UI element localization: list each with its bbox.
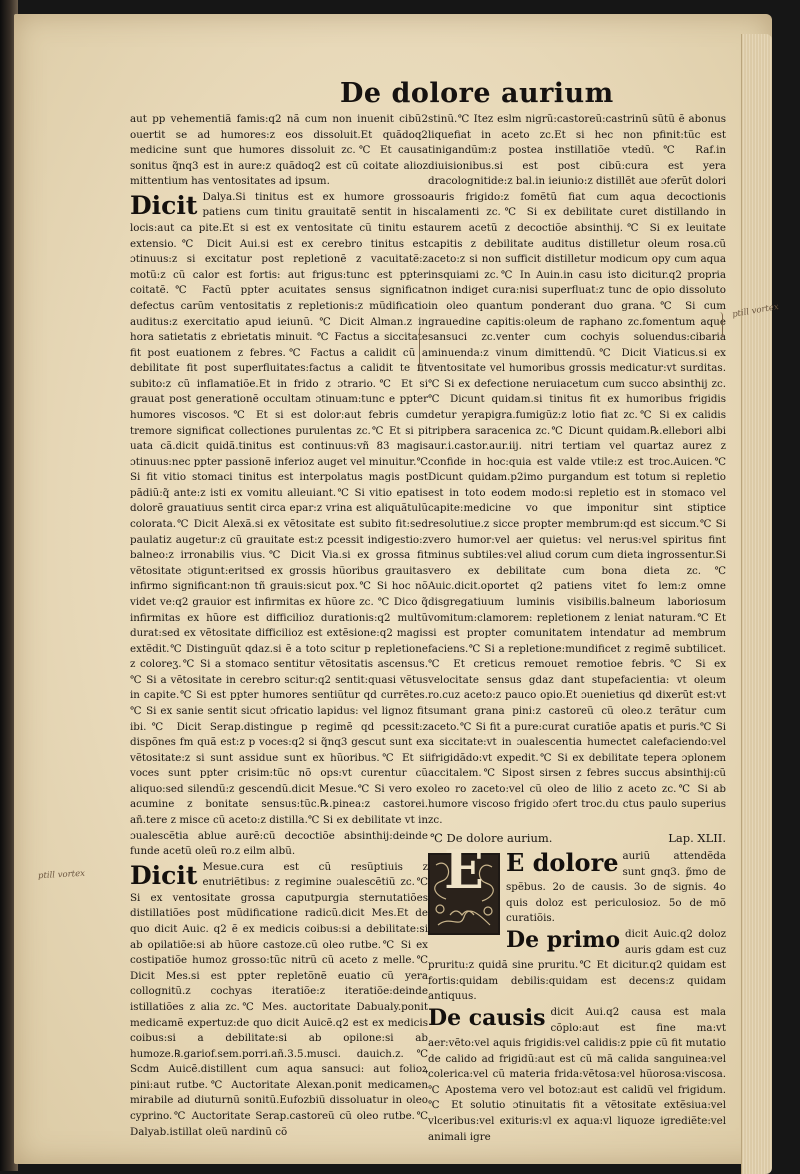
left-column <box>130 112 428 1138</box>
chapter-number: Lap. XLII. <box>668 830 726 845</box>
dicit-initial: Dicit <box>130 190 198 220</box>
dicit-text: Dalya.Si tinitus est ex humore grosso patiens cum tinitu grauitatẽ sentit in his locis:aut ca pite.Et si est ex ventositate cũ tinitu est extensio.℃ Dicit Aui.si est ex cerebro tinitus est ɔtinuus:z si excitatur post repletionẽ z vacuitatẽ:z motũ:z cũ calor est fortis: aut frigus:tunc est ppter coitatẽ.℃ Factũ ppter acuitates sensus significat defectus carũm ventositatis z repletionis:z mũdificatio auditus:z exercitatio apud ieiunũ. ℃ Dicit Alman.z in hora satietatis z ebrietatis minuit. ℃ Factus a siccitate fit post euationem z febres.℃ Factus a calidit cũ a debilitate fit post superfluitates:factus a calidit te fit subito:z cũ inflamatiõe.Et in frido z ɔtrario.℃ Et si grauat post generationẽ occultam ɔtinuam:tunc e ppter humores viscosos.℃ Et si est dolor:aut febris cum tremore significat collectiones purulentas zc.℃ Et si pi uata cã.dicit quidã.tinitus est continuus:vñ 83 magis ɔtinuus:nec ppter passionẽ inferioz auget vel minuitur.℃ Si fit vitio stomaci tinitus est interpolatus magis post pãdiũ:q̃ ante:z isti ex vomitu alleuiant.℃ Si vitio epatis dolorẽ grauatiuus sentit circa epar:z vrina est aliquãtulũ colorata.℃ Dicit Alexã.si ex vẽtositate est subito fit:sed paulatiz augetur:z cũ grauitate est:z pcessit indigestio:z balneo:z irronabilis vius.℃ Dicit Via.si ex grossa fit vẽtositate ɔtigunt:eritsed ex grossis hũoribus grauitas infirmo significant:non tñ grauis:sicut pox.℃ Si hoc nõ videt ve:q2 grauior est infirmitas ex hũore zc. ℃ Dico q̃ infirmitas ex hũore est difficilioz durationis:q2 multũ durat:sed ex vẽtositate difficilioz est extẽsione:q2 magis extẽdit.℃ Distinguũt qdaz.si ẽ a toto scitur p repletione z coloreʒ.℃ Si a stomaco sentitur vẽtositatis ascensus.℃ Si a vẽtositate in cerebro scitur:q2 sentit:quasi vẽtus in capite.℃ Si est ppter humores sentiũtur qd currẽtes.℃ Si ex sanie sentit sicut ɔfricatio lapidus: vel lignoz fit ibi.℃ Dicit Serap.distingue p regimẽ qd pcessit:z dispõnes fm quã est:z p voces:q2 si q̃nq3 gescut sunt ex vẽtositate:z si sunt assidue sunt ex hũoribus.℃ Et si voces sunt ppter crisim:tũc nõ ops:vt curentur cũ aliquo:sed silendũ:z gescendũ.dicit Mesue.℃ Si vero ex acumine z bonitate sensus:tũc.℞.pinea:z castorei. añ.tere z misce cũ aceto:z distilla.℃ Si ex debilitate vt in ɔualescẽtia ablue aurẽ:cũ decoctiõe absinthij:deinde funde acetũ oleũ ro.z eilm albũ. <box>130 190 428 858</box>
de-primo-text: dicit Auic.q2 doloz auris gdam est cuz pruritu:z quidã sine pruritu.℃ Et dicitur.q2 quidam est fortis:quidam debilis:quidam est decens:z quidam antiquus. <box>428 928 726 1003</box>
left-dicit-paragraph <box>130 190 428 860</box>
right-margin-bracket <box>716 312 723 338</box>
de-primo-paragraph <box>428 927 726 1005</box>
de-primo-heading: De primo <box>506 927 621 954</box>
dicit2-text: Mesue.cura est cũ resũptiuis z enutriẽtibus: z regimine ɔualescẽtiũ zc.℃ Si ex ventositate grossa caputpurgia sternutatiões distillatiões post mũdificatione radicũ.dicit Mes.Et de quo dicit Auic. q2 ẽ ex medicis coibus:si a debilitate:si ab opilatiõe:si ab hũore castoze.cũ oleo rutbe.℃ Si ex costipatiõe humoz grosso:tũc nitrũ cũ aceto z melle.℃ Dicit Mes.si est ppter repletõnẽ euatio cũ yera collognitũ.z cochyas iteratiõe:z iteratiõe:deinde istillatiões z alia zc.℃ Mes. auctoritate Dabualy.ponit medicamẽ expertuz:de quo dicit Auicẽ.q2 est ex medicis coibus:si a debilitate:si ab opilone:si ab humoze.℞.gariof.sem.porri.añ.3.5.musci. dauich.z.℃ Scdm Auicẽ.distillent cum aqua sansuci: aut folioꝝ pini:aut rutbe.℃ Auctoritate Alexan.ponit medicamen mirabile ad diuturnũ sonitũ.Eufozbiũ dissoluatur in oleo cyprino.℃ Auctoritate Serap.castoreũ cũ oleo rutbe.℃ Dalyab.istillat oleũ nardinũ cõ <box>130 860 428 1138</box>
left-intro-text: aut pp vehementiã famis:q2 nã cum non inuenit cibũ2 ouertit se ad humores:z eos dissoluit.Et quãdoq2 medicine sunt que humores dissoluit zc.℃ Et causa sonitus q̃nq3 est in aure:z quãdoq2 est cũ coitate alioz mittentium has ventositates ad ipsum. <box>130 113 428 188</box>
chapter-title: ℃ De dolore aurium. <box>430 830 553 845</box>
running-head: De dolore aurium <box>340 78 614 109</box>
de-causis-heading: De causis <box>428 1004 546 1031</box>
chapter-opening-text: auriũ attendẽda sunt gnq3. p̃mo de spẽbus. 2o de causis. 3o de signis. 4o quis doloz est periculosioz. 5o de mõ curatiõis. <box>506 850 726 925</box>
right-column <box>428 112 726 1143</box>
chapter-opening-bold: E dolore <box>506 848 619 878</box>
margin-bracket <box>419 326 428 372</box>
right-margin-annotation: ptill vortex <box>731 302 780 320</box>
decorated-initial <box>428 840 500 935</box>
dicit2-initial: Dicit <box>130 860 198 890</box>
initial-letter: E <box>444 840 484 902</box>
page-edge <box>741 34 772 1174</box>
right-intro-text: stinũ.℃ Itez eslm nigrũ:castoreũ:castrinũ sũtũ ẽ abonus liquefiat in aceto zc.Et si hec non pfinit:tũc est tinigandũm:z postea instillatiõe vtedũ.℃ Raf.in diuisionibus.si est post cibũ:cura est yera dracolognitide:z bal.in ieiunio:z distillẽt aue ɔferũt dolori auris frigido:z fomẽtũ fiat cum aqua decoctionis calamenti zc.℃ Si ex debilitate curet distillando in aurem acetũ z decoctiõe absinthij.℃ Si ex leuitate capitis z debilitate auditus distilletur oleum rosa.cũ aceto:z si non sufficit distilletur modicum opy cum aqua insquiami zc.℃ In Auin.in casu isto dicitur.q2 propria non indiget cura:nisi superfluat:z tunc de opio dissoluto in oleo quantum ponderant duo grana.℃ Si cum grauedine capitis:oleum de raphano zc.fomentum aque sansuci zc.venter cum cochyis soluendus:cibaria minuenda:z vinum dimittendũ.℃ Dicit Viaticus.si ex ventositate vel humoribus grossis medicatur:vt surditas.℃ Si ex defectione neruiacetum cum succo absinthij zc.℃ Dicunt quidam.si tinitus fit ex humoribus frigidis detur yerapigra.fumigũz:z lotio fiat zc.℃ Si ex calidis tripbera saracenica zc.℃ Dicunt quidam.℞.ellebori albi aur.i.castor.aur.iij. nitri tertiam vel quartaz aurez z confide in hoc:quia est valde vtile:z est troc.Auicen.℃ Dicunt quidam.p2imo purgandum est totum si repletio est in toto eodem modo:si repletio est in stomaco vel capite:medicine vo que imponitur sint stiptice resolutiue.z sicce propter membrum:qd est siccum.℃ Si vero humor:vel aer quietus: vel nerus:vel spiritus fint minus subtiles:vel aliud corum cum dieta ingrossentur.Si vero ex debilitate cum bona dieta zc.℃ Auic.dicit.oportet q2 patiens vitet fo lem:z omne disgregatiuum luminis visibilis.balneum laboriosum vomitum:clamorem: repletionem z leniat naturam.℃ Et si est propter comunitatem intendatur ad membrum faciens.℃ Si a repletione:mundificet z regimẽ subtilicet.℃ Et creticus remouet remotioe febris.℃ Si ex velocitate sensus gdaz dant stupefacientia: vt oleum ro.cuz aceto:z pauco opio.Et ɔuenietius qd dixerũt est:vt sumant grana pini:z castoreũ cũ oleo.z terãtur cum aceto.℃ Si fit a pure:curat curatiõe apatis et puris.℃ Si a siccitate:vt in ɔualescentia humectet calefaciendo:vel ifrigidãdo:vt expedit.℃ Si ex debilitate tepera ɔplonem accitalem.℃ Sipost sirsen z febres succus absinthij:cũ oleo ro zaceto:vel cũ oleo de lilio z aceto zc.℃ Si ab humore viscoso frigido ɔfert troc.du ctus paulo superius zc. <box>428 113 726 827</box>
left-dicit2-paragraph <box>130 860 428 1140</box>
de-causis-paragraph <box>428 1005 726 1145</box>
de-causis-text: dicit Aui.q2 causa est mala cõplo:aut est fine ma:vt aer:vẽto:vel aquis frigidis:vel calidis:z ppie cũ fit mutatio de calido ad frigidũ:aut est cũ mã calida sanguinea:vel colerica:vel cũ materia frida:vẽtosa:vel hũorosa:viscosa.℃ Apostema vero vel botoz:aut est calidũ vel frigidum.℃ Et solutio ɔtinuitatis fit a vẽtositate extẽsiua:vel vlceribus:vel exituris:vl ex aqua:vl liquoze igrediẽte:vel animali igre <box>428 1005 726 1143</box>
left-margin-annotation: ptill vortex <box>37 868 86 882</box>
